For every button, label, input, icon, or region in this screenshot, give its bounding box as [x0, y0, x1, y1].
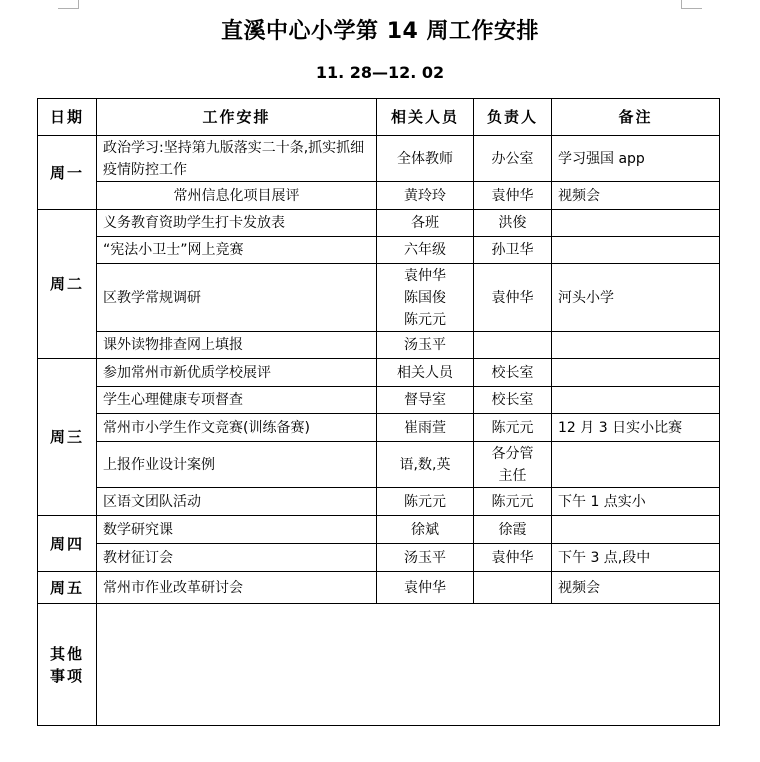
note-cell [552, 332, 720, 359]
header-task: 工作安排 [97, 99, 377, 136]
people-cell: 汤玉平 [377, 544, 474, 572]
table-row [38, 387, 720, 414]
people-cell: 黄玲玲 [377, 182, 474, 210]
task-cell: 常州市小学生作文竞赛(训练备赛) [97, 414, 377, 442]
table-row [38, 332, 720, 359]
people-cell [377, 264, 474, 332]
other-matters-content [97, 604, 720, 726]
table-row [38, 136, 720, 182]
note-cell [552, 516, 720, 544]
people-name: 袁仲华 [404, 267, 446, 284]
people-cell: 相关人员 [377, 359, 474, 387]
page-corner-mark-right [681, 0, 702, 9]
other-label-line: 其他 [49, 644, 84, 663]
owner-cell: 孙卫华 [474, 237, 552, 264]
note-cell [552, 210, 720, 237]
other-label-line: 事项 [49, 666, 84, 685]
task-cell: “宪法小卫士”网上竞赛 [97, 237, 377, 264]
task-cell: 教材征订会 [97, 544, 377, 572]
people-name: 陈国俊 [404, 289, 446, 306]
note-cell: 下午 1 点实小 [552, 488, 720, 516]
people-cell: 陈元元 [377, 488, 474, 516]
owner-cell [474, 332, 552, 359]
table-row [38, 359, 720, 387]
owner-cell: 袁仲华 [474, 182, 552, 210]
owner-line: 各分管 [491, 445, 534, 462]
task-cell: 数学研究课 [97, 516, 377, 544]
owner-cell: 徐霞 [474, 516, 552, 544]
people-cell: 崔雨萱 [377, 414, 474, 442]
header-owner: 负责人 [474, 99, 552, 136]
table-row [38, 414, 720, 442]
note-cell: 下午 3 点,段中 [552, 544, 720, 572]
note-cell: 视频会 [552, 572, 720, 604]
note-cell [552, 237, 720, 264]
people-name: 陈元元 [404, 311, 446, 328]
table-row [38, 516, 720, 544]
note-cell: 学习强国 app [552, 136, 720, 182]
task-cell: 区教学常规调研 [97, 264, 377, 332]
document-title: 直溪中心小学第 14 周工作安排 [221, 19, 539, 44]
owner-cell: 袁仲华 [474, 544, 552, 572]
table-row [38, 442, 720, 488]
table-row [38, 264, 720, 332]
owner-cell: 陈元元 [474, 488, 552, 516]
task-cell: 政治学习:坚持第九版落实二十条,抓实抓细疫情防控工作 [97, 136, 377, 182]
day-tuesday: 周二 [38, 210, 97, 359]
header-people: 相关人员 [377, 99, 474, 136]
people-cell: 汤玉平 [377, 332, 474, 359]
owner-cell: 校长室 [474, 359, 552, 387]
other-matters-label [38, 604, 97, 726]
task-cell: 义务教育资助学生打卡发放表 [97, 210, 377, 237]
task-cell: 课外读物排查网上填报 [97, 332, 377, 359]
table-header-row [38, 99, 720, 136]
day-thursday: 周四 [38, 516, 97, 572]
table-row [38, 572, 720, 604]
people-cell: 督导室 [377, 387, 474, 414]
note-cell: 河头小学 [552, 264, 720, 332]
day-wednesday: 周三 [38, 359, 97, 516]
people-cell: 六年级 [377, 237, 474, 264]
owner-cell [474, 572, 552, 604]
owner-cell: 校长室 [474, 387, 552, 414]
task-cell: 参加常州市新优质学校展评 [97, 359, 377, 387]
owner-cell [474, 442, 552, 488]
owner-cell: 袁仲华 [474, 264, 552, 332]
table-row [38, 488, 720, 516]
owner-cell: 办公室 [474, 136, 552, 182]
owner-cell: 陈元元 [474, 414, 552, 442]
task-cell: 上报作业设计案例 [97, 442, 377, 488]
people-cell: 语,数,英 [377, 442, 474, 488]
table-row-other [38, 604, 720, 726]
task-cell: 常州信息化项目展评 [97, 182, 377, 210]
day-monday: 周一 [38, 136, 97, 210]
date-range: 11. 28—12. 02 [315, 63, 445, 82]
note-cell [552, 359, 720, 387]
owner-cell: 洪俊 [474, 210, 552, 237]
day-friday: 周五 [38, 572, 97, 604]
page-corner-mark-left [58, 0, 79, 9]
people-cell: 全体教师 [377, 136, 474, 182]
owner-line: 主任 [498, 467, 527, 484]
task-cell: 区语文团队活动 [97, 488, 377, 516]
table-row [38, 182, 720, 210]
table-row [38, 544, 720, 572]
people-cell: 袁仲华 [377, 572, 474, 604]
note-cell [552, 442, 720, 488]
table-row [38, 210, 720, 237]
table-row [38, 237, 720, 264]
people-cell: 各班 [377, 210, 474, 237]
schedule-table [37, 98, 720, 726]
header-date: 日期 [38, 99, 97, 136]
header-note: 备注 [552, 99, 720, 136]
task-cell: 常州市作业改革研讨会 [97, 572, 377, 604]
task-cell: 学生心理健康专项督查 [97, 387, 377, 414]
note-cell [552, 387, 720, 414]
note-cell: 12 月 3 日实小比赛 [552, 414, 720, 442]
note-cell: 视频会 [552, 182, 720, 210]
people-cell: 徐斌 [377, 516, 474, 544]
